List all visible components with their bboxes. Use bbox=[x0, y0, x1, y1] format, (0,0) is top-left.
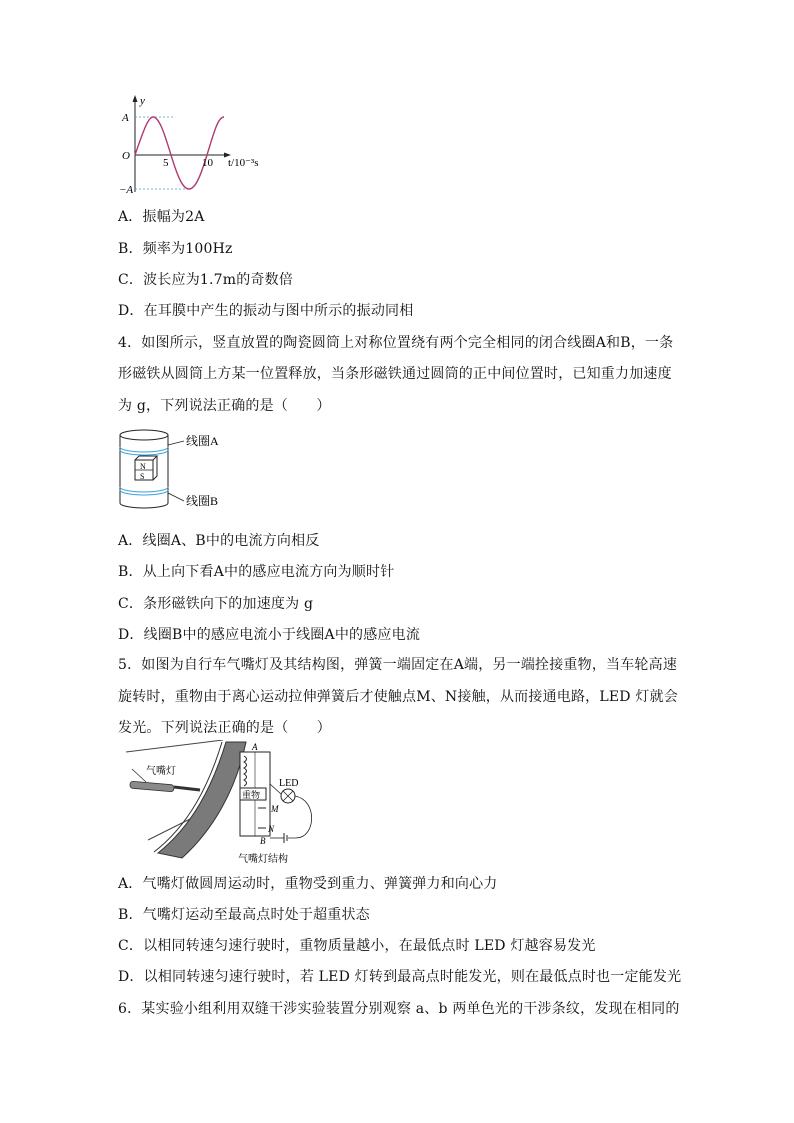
q5-option-a: A．气嘴灯做圆周运动时，重物受到重力、弹簧弹力和向心力 bbox=[118, 876, 498, 892]
tick-5: 5 bbox=[163, 157, 169, 169]
weight-label: 重物 bbox=[242, 790, 261, 800]
magnet-n-label: N bbox=[140, 462, 146, 471]
q6-stem-line-1: 6．某实验小组利用双缝干涉实验装置分别观察 a、b 两单色光的干涉条纹，发现在相同的 bbox=[118, 1001, 680, 1017]
coil-cylinder-figure bbox=[118, 425, 268, 517]
tick-neg-a: −A bbox=[119, 184, 134, 196]
q5-option-d: D．以相同转速匀速行驶时，若 LED 灯转到最高点时能发光，则在最低点时也一定能发光 bbox=[118, 969, 682, 985]
coil-a-label: 线圈A bbox=[186, 434, 219, 448]
origin-label: O bbox=[122, 150, 130, 162]
sine-curve bbox=[135, 117, 224, 189]
q5-option-b: B．气嘴灯运动至最高点时处于超重状态 bbox=[118, 907, 370, 923]
vibration-graph bbox=[118, 92, 268, 200]
valve-lamp-figure bbox=[118, 740, 328, 866]
q4-stem-line-3: 为 g，下列说法正确的是（ ） bbox=[118, 398, 331, 414]
tire bbox=[158, 742, 246, 858]
valve-lamp bbox=[130, 781, 174, 792]
y-axis-label: y bbox=[140, 95, 145, 107]
q4-stem-line-1: 4．如图所示，竖直放置的陶瓷圆筒上对称位置绕有两个完全相同的闭合线圈A和B，一条 bbox=[118, 335, 674, 351]
magnet-s-label: S bbox=[140, 472, 145, 481]
q3-option-d: D．在耳膜中产生的振动与图中所示的振动同相 bbox=[118, 303, 414, 319]
q4-option-b: B．从上向下看A中的感应电流方向为顺时针 bbox=[118, 564, 395, 580]
q5-stem-line-2: 旋转时，重物由于离心运动拉伸弹簧后才使触点M、N接触，从而接通电路，LED 灯就会 bbox=[118, 689, 678, 705]
q4-stem-line-2: 形磁铁从圆筒上方某一位置释放，当条形磁铁通过圆筒的正中间位置时，已知重力加速度 bbox=[118, 366, 672, 382]
q5-stem-line-1: 5．如图为自行车气嘴灯及其结构图，弹簧一端固定在A端，另一端拴接重物，当车轮高速 bbox=[118, 657, 678, 673]
x-axis-label: t/10⁻³s bbox=[228, 157, 259, 169]
q4-option-d: D．线圈B中的感应电流小于线圈A中的感应电流 bbox=[118, 627, 421, 643]
q3-option-b: B．频率为100Hz bbox=[118, 241, 233, 257]
coil-b-label: 线圈B bbox=[186, 494, 219, 508]
valve-lamp-label: 气嘴灯 bbox=[146, 766, 176, 777]
structure-label: 气嘴灯结构 bbox=[238, 854, 288, 865]
tick-a: A bbox=[122, 112, 129, 124]
led-label: LED bbox=[279, 778, 299, 789]
q4-option-a: A．线圈A、B中的电流方向相反 bbox=[118, 533, 320, 549]
tick-10: 10 bbox=[202, 157, 213, 169]
q4-option-c: C．条形磁铁向下的加速度为 g bbox=[118, 596, 314, 612]
q3-option-a: A．振幅为2A bbox=[118, 209, 205, 225]
a-end-label: A bbox=[252, 742, 258, 752]
m-contact-label: M bbox=[271, 804, 279, 814]
q5-stem-line-3: 发光。下列说法正确的是（ ） bbox=[118, 720, 331, 736]
q5-option-c: C．以相同转速匀速行驶时，重物质量越小，在最低点时 LED 灯越容易发光 bbox=[118, 938, 596, 954]
n-contact-label: N bbox=[268, 824, 275, 834]
q3-option-c: C．波长应为1.7m的奇数倍 bbox=[118, 272, 294, 288]
b-end-label: B bbox=[260, 836, 266, 846]
